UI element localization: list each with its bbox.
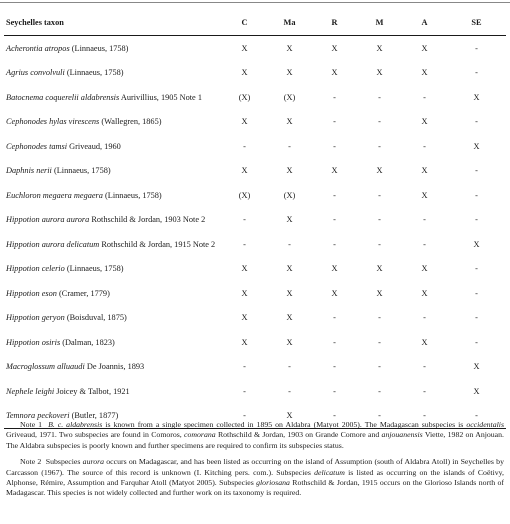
table-row — [4, 134, 506, 159]
presence-cell-a: X — [421, 117, 428, 127]
species-name: Acherontia atropos — [6, 43, 70, 53]
presence-cell-c: - — [243, 386, 246, 396]
taxon-name-cell — [4, 36, 222, 61]
presence-cell-m: X — [376, 264, 383, 274]
notes-section — [6, 420, 504, 505]
species-name: Cephonodes hylas virescens — [6, 117, 100, 127]
author-citation: Griveaud, 1960 — [69, 141, 121, 151]
column-header-r: R — [312, 10, 357, 36]
note-2-text: is listed as occurring on the islands of Coëtivy, Alphonse, Rémire, Assumption and Farquhar Atoll (Matyot 2005). Subspecies — [6, 467, 504, 488]
species-name: Euchloron megaera megaera — [6, 190, 103, 200]
presence-cell-m: X — [376, 288, 383, 298]
presence-cell-c: X — [241, 288, 248, 298]
presence-cell-a: X — [421, 337, 428, 347]
note-1-text: Griveaud, 1971. Two subspecies are found in Comoros, — [6, 430, 185, 440]
presence-cell-a: X — [421, 288, 428, 298]
author-citation: (Linnaeus, 1758) — [53, 166, 111, 176]
table-row — [4, 330, 506, 355]
note-1-text: Viette, 1982 on Anjouan. The Aldabra subspecies is poorly known and further specimens are required to confirm its subspecies status. — [6, 430, 504, 450]
presence-cell-c: - — [243, 239, 246, 249]
presence-cell-c: (X) — [238, 190, 251, 200]
author-citation: Rothschild & Jordan, 1903 Note 2 — [91, 215, 206, 225]
presence-cell-ma: X — [286, 288, 293, 298]
table-header-row — [4, 10, 506, 36]
presence-cell-c: - — [243, 362, 246, 372]
presence-cell-se: - — [475, 337, 478, 347]
species-name: Hippotion aurora aurora — [6, 215, 90, 225]
presence-cell-r: X — [331, 43, 338, 53]
presence-cell-r: - — [333, 337, 336, 347]
table-row — [4, 183, 506, 208]
presence-cell-se: X — [473, 141, 480, 151]
presence-cell-ma: - — [288, 239, 291, 249]
presence-cell-ma: - — [288, 141, 291, 151]
presence-cell-r: X — [331, 68, 338, 78]
table-row — [4, 306, 506, 331]
presence-cell-c: X — [241, 117, 248, 127]
presence-cell-a: X — [421, 43, 428, 53]
presence-cell-m: - — [378, 239, 381, 249]
note-1-label: Note 1 — [20, 420, 43, 429]
presence-cell-c: - — [222, 404, 267, 429]
table-row — [4, 110, 506, 135]
note-2-label: Note 2 — [20, 457, 42, 467]
column-header-m: M — [357, 10, 402, 36]
taxon-table — [4, 10, 506, 429]
note-1-italic: occidentalis — [466, 420, 504, 429]
taxon-name-cell — [4, 232, 222, 257]
presence-cell-se: - — [475, 215, 478, 225]
table-row — [4, 159, 506, 184]
taxon-name-cell — [4, 159, 222, 184]
presence-cell-se: - — [475, 190, 478, 200]
table-row — [4, 355, 506, 380]
presence-cell-c: X — [241, 166, 248, 176]
presence-cell-ma: - — [288, 386, 291, 396]
author-citation: (Dalman, 1823) — [62, 337, 115, 347]
note-1-subject: B. c. aldabrensis — [48, 420, 103, 429]
species-name: Batocnema coquerelii aldabrensis — [6, 92, 120, 102]
note-2-text: occurs on Madagascar, and has been listed as occurring on the island of Assumption (south of Aldabra Atoll) in Seychelles by Carcasson (1967). The source of this record is unknown (I. Kitching pers. com.). Subspecies — [6, 457, 504, 477]
presence-cell-m: - — [378, 215, 381, 225]
presence-cell-m: - — [378, 313, 381, 323]
presence-cell-ma: X — [286, 264, 293, 274]
note-1-italic: anjouanensis — [381, 430, 423, 440]
presence-cell-ma: (X) — [283, 92, 296, 102]
author-citation: De Joannis, 1893 — [86, 362, 145, 372]
presence-cell-se: - — [475, 313, 478, 323]
presence-cell-se: - — [475, 264, 478, 274]
presence-cell-a: X — [421, 190, 428, 200]
presence-cell-a: - — [423, 313, 426, 323]
presence-cell-a: - — [423, 386, 426, 396]
taxon-name-cell — [4, 379, 222, 404]
note-1-text: Rothschild & Jordan, 1903 on Grande Comore and — [215, 430, 382, 440]
presence-cell-c: X — [241, 313, 248, 323]
presence-cell-r: X — [331, 288, 338, 298]
author-citation: (Linnaeus, 1758) — [66, 264, 124, 274]
author-citation: (Linnaeus, 1758) — [66, 68, 124, 78]
taxon-name-cell — [4, 61, 222, 86]
presence-cell-r: X — [331, 264, 338, 274]
presence-cell-a: X — [421, 68, 428, 78]
presence-cell-c: X — [241, 43, 248, 53]
presence-cell-r: - — [333, 239, 336, 249]
presence-cell-m: - — [378, 337, 381, 347]
note-2-italic: aurora — [82, 457, 105, 467]
species-name: Cephonodes tamsi — [6, 141, 68, 151]
note-1 — [6, 420, 504, 451]
presence-cell-a: - — [423, 362, 426, 372]
table-row — [4, 257, 506, 282]
presence-cell-c: (X) — [238, 92, 251, 102]
column-header-taxon: Seychelles taxon — [4, 10, 222, 36]
presence-cell-r: - — [333, 215, 336, 225]
taxon-name-cell — [4, 85, 222, 110]
presence-cell-m: X — [376, 166, 383, 176]
taxon-name-cell — [4, 257, 222, 282]
species-name: Hippotion eson — [6, 288, 57, 298]
column-header-se: SE — [447, 10, 506, 36]
taxon-name-cell — [4, 330, 222, 355]
author-citation: (Cramer, 1779) — [59, 288, 110, 298]
top-rule — [0, 2, 510, 3]
column-header-a: A — [402, 10, 447, 36]
table-row — [4, 61, 506, 86]
presence-cell-r: - — [333, 117, 336, 127]
presence-cell-a: - — [423, 141, 426, 151]
presence-cell-r: X — [331, 166, 338, 176]
note-2-italic: delicatum — [314, 467, 345, 477]
taxon-name-cell — [4, 355, 222, 380]
species-name: Hippotion celerio — [6, 264, 65, 274]
species-name: Hippotion aurora delicatum — [6, 239, 100, 249]
table-row — [4, 379, 506, 404]
taxon-table-body — [4, 36, 506, 429]
presence-cell-se: - — [475, 288, 478, 298]
note-1-italic: comorana — [184, 430, 216, 440]
presence-cell-a: - — [423, 92, 426, 102]
presence-cell-se: - — [447, 404, 506, 429]
presence-cell-se: X — [473, 239, 480, 249]
author-citation: (Boisduval, 1875) — [66, 313, 127, 323]
presence-cell-a: - — [402, 404, 447, 429]
species-name: Daphnis nerii — [6, 166, 52, 176]
species-name: Nephele leighi — [6, 386, 55, 396]
presence-cell-r: - — [333, 92, 336, 102]
presence-cell-a: X — [421, 264, 428, 274]
presence-cell-m: - — [357, 404, 402, 429]
presence-cell-m: - — [378, 386, 381, 396]
presence-cell-ma: X — [286, 215, 293, 225]
presence-cell-a: X — [421, 166, 428, 176]
presence-cell-a: - — [423, 215, 426, 225]
author-citation: (Butler, 1877) — [71, 411, 119, 421]
presence-cell-ma: X — [286, 313, 293, 323]
presence-cell-r: - — [333, 313, 336, 323]
taxon-name-cell — [4, 306, 222, 331]
column-header-ma: Ma — [267, 10, 312, 36]
note-2-text: Subspecies — [45, 457, 83, 467]
presence-cell-ma: X — [286, 337, 293, 347]
presence-cell-se: X — [473, 386, 480, 396]
presence-cell-ma: X — [267, 404, 312, 429]
taxon-name-cell — [4, 134, 222, 159]
presence-cell-ma: X — [286, 43, 293, 53]
taxon-name-cell — [4, 281, 222, 306]
taxon-name-cell — [4, 183, 222, 208]
presence-cell-a: - — [423, 239, 426, 249]
presence-cell-m: - — [378, 117, 381, 127]
species-name: Hippotion geryon — [6, 313, 65, 323]
presence-cell-se: X — [473, 362, 480, 372]
presence-cell-c: - — [243, 215, 246, 225]
table-row — [4, 85, 506, 110]
presence-cell-c: X — [241, 337, 248, 347]
note-1-text: is known from a single specimen collected in 1895 on Aldabra (Matyot 2005). The Madagascan subspecies is — [102, 420, 467, 429]
table-row — [4, 281, 506, 306]
author-citation: (Linnaeus, 1758) — [71, 43, 129, 53]
table-row — [4, 232, 506, 257]
presence-cell-ma: - — [288, 362, 291, 372]
presence-cell-ma: X — [286, 166, 293, 176]
author-citation: (Wallegren, 1865) — [101, 117, 162, 127]
presence-cell-ma: (X) — [283, 190, 296, 200]
presence-cell-se: - — [475, 117, 478, 127]
presence-cell-se: X — [473, 92, 480, 102]
species-name: Macroglossum alluaudi — [6, 362, 85, 372]
presence-cell-r: - — [333, 141, 336, 151]
species-name: Agrius convolvuli — [6, 68, 65, 78]
presence-cell-ma: X — [286, 117, 293, 127]
presence-cell-se: - — [475, 43, 478, 53]
presence-cell-m: X — [376, 43, 383, 53]
note-2-text: Rothschild & Jordan, 1915 occurs on the Glorioso Islands north of Madagascar. This species is not widely collected and further work on its taxonomy is required. — [6, 478, 504, 498]
column-header-c: C — [222, 10, 267, 36]
table-row — [4, 36, 506, 61]
presence-cell-c: X — [241, 264, 248, 274]
table-row — [4, 208, 506, 233]
presence-cell-m: - — [378, 362, 381, 372]
species-name: Hippotion osiris — [6, 337, 61, 347]
presence-cell-c: - — [243, 141, 246, 151]
species-name: Temnora peckoveri — [6, 411, 70, 421]
note-2 — [6, 457, 504, 499]
author-citation: Aurivillius, 1905 Note 1 — [120, 92, 202, 102]
author-citation: Joicey & Talbot, 1921 — [56, 386, 130, 396]
taxon-name-cell — [4, 208, 222, 233]
author-citation: Rothschild & Jordan, 1915 Note 2 — [101, 239, 216, 249]
presence-cell-se: - — [475, 68, 478, 78]
presence-cell-m: - — [378, 141, 381, 151]
presence-cell-r: - — [312, 404, 357, 429]
taxon-name-cell — [4, 110, 222, 135]
presence-cell-c: X — [241, 68, 248, 78]
presence-cell-se: - — [475, 166, 478, 176]
presence-cell-r: - — [333, 386, 336, 396]
presence-cell-m: - — [378, 190, 381, 200]
note-2-italic: gloriosana — [256, 478, 290, 488]
presence-cell-ma: X — [286, 68, 293, 78]
author-citation: (Linnaeus, 1758) — [105, 190, 162, 200]
presence-cell-m: - — [378, 92, 381, 102]
presence-cell-r: - — [333, 190, 336, 200]
presence-cell-r: - — [333, 362, 336, 372]
presence-cell-m: X — [376, 68, 383, 78]
